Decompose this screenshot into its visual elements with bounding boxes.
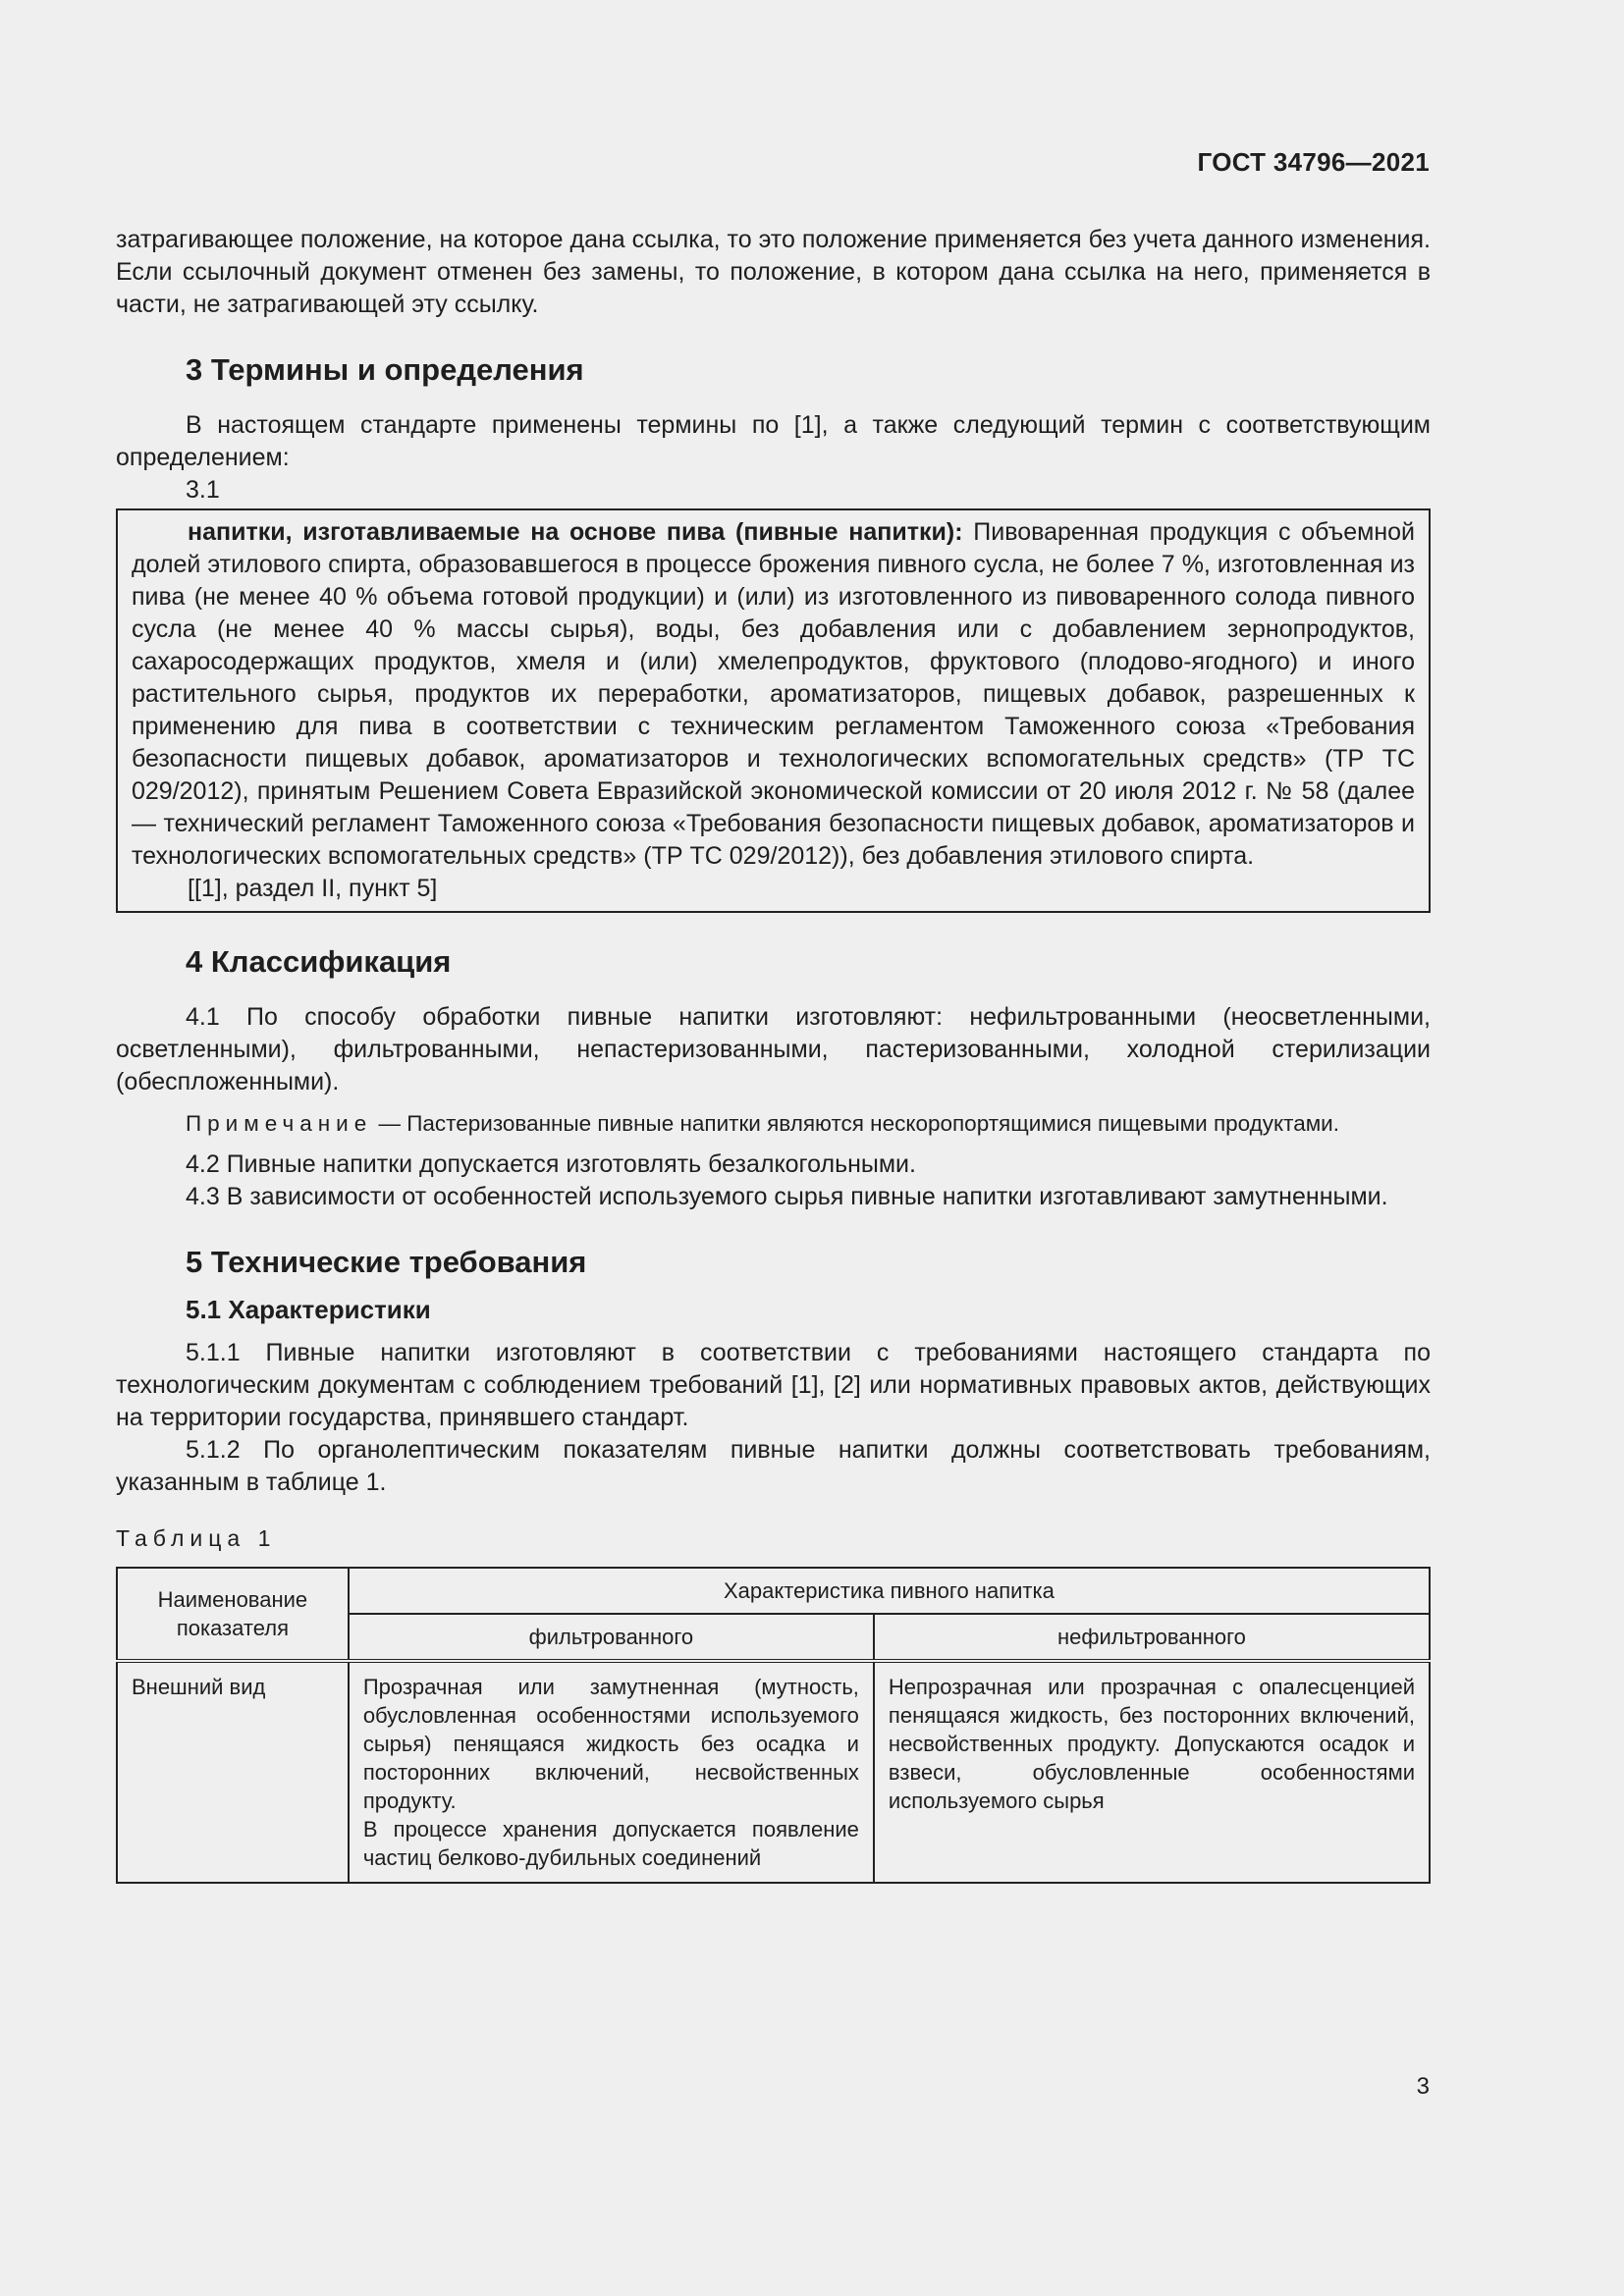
clause-5-1-2: 5.1.2 По органолептическим показателям пивные напитки должны соответствовать требованиям, указанным в таблице 1. xyxy=(116,1436,1431,1496)
term-name: напитки, изготавливаемые на основе пива (пивные напитки): xyxy=(188,518,963,546)
subsection-5-1-title: 5.1 Характеристики xyxy=(186,1295,431,1324)
table-caption: Таблица 1 xyxy=(116,1525,277,1551)
filtered-cell xyxy=(349,1661,874,1883)
page-content xyxy=(116,224,1431,1884)
clause-4-1: 4.1 По способу обработки пивные напитки изготовляют: нефильтрованными (неосветленными, осветленными), фильтрованными, непастеризованными, пастеризованными, холодной стерилизации (обеспложенными). xyxy=(116,1003,1431,1095)
term-source: [[1], раздел II, пункт 5] xyxy=(188,875,438,902)
clause-4-2: 4.2 Пивные напитки допускается изготовлять безалкогольными. xyxy=(186,1150,916,1178)
filtered-text-storage: В процессе хранения допускается появление частиц белково-дубильных соединений xyxy=(362,1817,859,1870)
term-definition-text: Пивоваренная продукция с объемной долей этилового спирта, образовавшегося в процессе брожения пивного сусла, не более 7 %, изготовленная из пива (не менее 40 % объема готовой продукции) и (или) из изготовленного из пивоваренного солода пивного сусла (не менее 40 % массы сырья), воды, без добавления или с добавлением зернопродуктов, сахаросодержащих продуктов, хмеля и (или) хмелепродуктов, фруктового (плодово-ягодного) и иного растительного сырья, продуктов их переработки, ароматизаторов, пищевых добавок, разрешенных к применению для пива в соответствии с техническим регламентом Таможенного союза «Требования безопасности пищевых добавок, ароматизаторов и технологических вспомогательных средств» (ТР ТС 029/2012), принятым Решением Совета Евразийской экономической комиссии от 20 июля 2012 г. № 58 (далее — технический регламент Таможенного союза «Требования безопасности пищевых добавок, ароматизаторов и технологических вспомогательных средств» (ТР ТС 029/2012)), без добавления этилового спирта. xyxy=(132,518,1415,870)
term-number: 3.1 xyxy=(186,476,220,504)
clause-5-1-1: 5.1.1 Пивные напитки изготовляют в соответствии с требованиями настоящего стандарта по технологическим документам с соблюдением требований [1], [2] или нормативных правовых актов, действующих на территории государства, принявшего стандарт. xyxy=(116,1339,1431,1431)
section-4-title: 4 Классификация xyxy=(186,944,452,979)
clause-4-3: 4.3 В зависимости от особенностей используемого сырья пивные напитки изготавливают замутненными. xyxy=(186,1183,1388,1210)
term-definition-box xyxy=(116,508,1431,913)
section-5-title: 5 Технические требования xyxy=(186,1245,587,1279)
table-1 xyxy=(116,1567,1431,1884)
section-3-paragraph: В настоящем стандарте применены термины по [1], а также следующий термин с соответствующим определением: xyxy=(116,411,1431,471)
intro-paragraph: затрагивающее положение, на которое дана ссылка, то это положение применяется без учета данного изменения. Если ссылочный документ отменен без замены, то положение, в котором дана ссылка на него, применяется в части, не затрагивающей эту ссылку. xyxy=(116,226,1431,318)
header-filtered: фильтрованного xyxy=(349,1614,874,1661)
table-row xyxy=(117,1661,1430,1883)
header-characteristic: Характеристика пивного напитка xyxy=(349,1568,1430,1614)
note xyxy=(116,1108,1431,1139)
filtered-text: Прозрачная или замутненная (мутность, обусловленная особенностями используемого сырья) пенящаяся жидкость без осадка и посторонних включений, несвойственных продукту. xyxy=(362,1675,859,1813)
note-label: Примечание xyxy=(186,1111,373,1136)
indicator-name: Внешний вид xyxy=(117,1661,349,1883)
note-text: — Пастеризованные пивные напитки являются нескоропортящимися пищевыми продуктами. xyxy=(372,1111,1339,1136)
section-3-title: 3 Термины и определения xyxy=(186,352,584,387)
unfiltered-cell: Непрозрачная или прозрачная с опалесценцией пенящаяся жидкость, без посторонних включений, несвойственных продукту. Допускаются осадок и взвеси, обусловленные особенностями используемого сырья xyxy=(874,1661,1430,1883)
term-definition xyxy=(132,516,1415,873)
header-unfiltered: нефильтрованного xyxy=(874,1614,1430,1661)
header-indicator-name: Наименование показателя xyxy=(117,1568,349,1661)
page-number: 3 xyxy=(1416,2073,1430,2100)
document-code: ГОСТ 34796—2021 xyxy=(1197,147,1430,177)
